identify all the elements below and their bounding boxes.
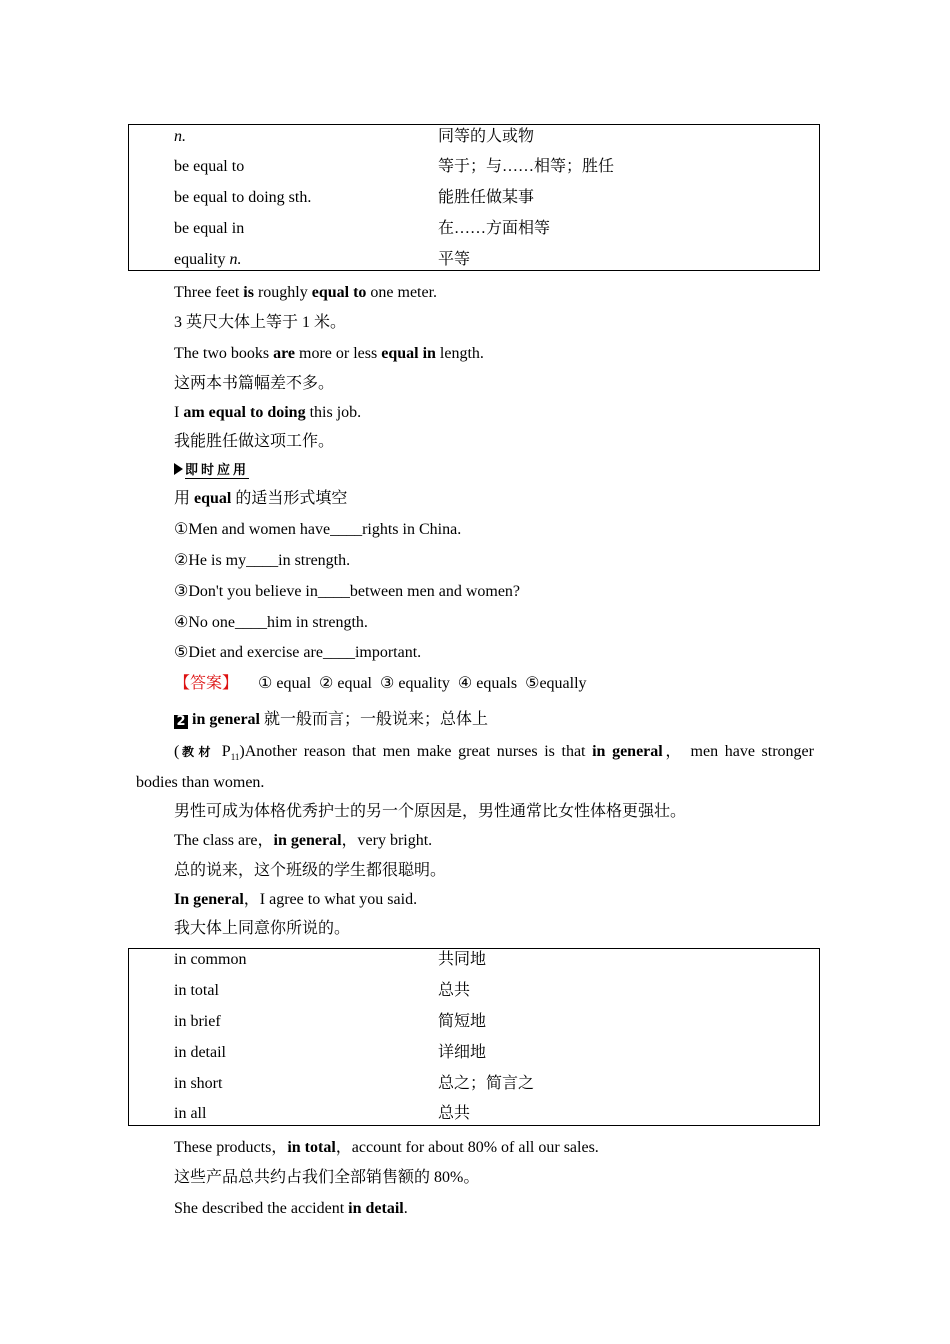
blank[interactable]: ____	[317, 583, 350, 600]
example-sentence: The class are，in general，very bright.	[174, 832, 433, 849]
table-row: in short 总之；简言之	[174, 1075, 535, 1092]
blank[interactable]: ____	[246, 552, 279, 569]
answer-label: 【答案】	[174, 675, 239, 692]
phrase-table-in	[128, 948, 820, 1126]
source-sentence: (教材 $P_{11})Another$ reason that men make great nurses is that in general， men have stronger	[174, 743, 814, 763]
blank[interactable]: ____	[235, 614, 267, 631]
blank[interactable]: ____	[322, 644, 355, 661]
table-row: in total 总共	[174, 982, 471, 999]
source-translation: 男性可成为体格优秀护士的另一个原因是，男性通常比女性体格更强壮。	[174, 803, 687, 820]
table-row: in detail 详细地	[174, 1044, 487, 1061]
example-sentence: These products，in total，account for about 80% of all our sales.	[174, 1139, 599, 1156]
blank[interactable]: ____	[330, 521, 363, 538]
example-translation: 这些产品总共约占我们全部销售额的 80%。	[174, 1169, 480, 1186]
answer-line	[174, 674, 587, 694]
question-item: ⑤Diet and exercise are____important.	[174, 644, 422, 661]
table-row: be equal to 等于；与……相等；胜任	[174, 158, 615, 175]
answer-text: ① equal ② equal ③ equality ④ equals ⑤equally	[258, 675, 587, 692]
question-item: ③Don't you believe in____between men and women?	[174, 583, 521, 600]
task-instruction: 用 equal 的适当形式填空	[174, 490, 348, 507]
example-sentence: She described the accident in detail.	[174, 1200, 408, 1217]
table-row: n. 同等的人或物	[174, 128, 535, 145]
practice-heading: 即时应用	[174, 460, 249, 481]
point-heading: 2 in general 就一般而言；一般说来；总体上	[174, 710, 488, 730]
example-sentence: I am equal to doing this job.	[174, 404, 362, 421]
example-translation: 我能胜任做这项工作。	[174, 433, 335, 450]
number-badge: 2	[174, 715, 188, 729]
example-sentence: In general，I agree to what you said.	[174, 891, 418, 908]
example-sentence: The two books are more or less equal in length.	[174, 345, 484, 362]
example-sentence: Three feet is roughly equal to one meter.	[174, 284, 438, 301]
phrase-table-equal	[128, 124, 820, 271]
play-triangle-icon	[174, 463, 183, 475]
example-translation: 总的说来，这个班级的学生都很聪明。	[174, 862, 447, 879]
question-item: ④No one____him in strength.	[174, 614, 368, 631]
question-item: ①Men and women have____rights in China.	[174, 521, 462, 538]
table-row: be equal in 在……方面相等	[174, 220, 551, 237]
source-sentence-continued: bodies than women.	[136, 774, 265, 791]
example-translation: 这两本书篇幅差不多。	[174, 375, 335, 392]
table-row: be equal to doing sth. 能胜任做某事	[174, 189, 535, 206]
table-row: equality n. 平等	[174, 251, 471, 268]
example-translation: 我大体上同意你所说的。	[174, 920, 351, 937]
question-item: ②He is my____in strength.	[174, 552, 351, 569]
table-row: in brief 简短地	[174, 1013, 487, 1030]
example-translation: 3 英尺大体上等于 1 米。	[174, 314, 347, 331]
textbook-label: 教材	[179, 745, 216, 759]
table-row: in all 总共	[174, 1105, 471, 1122]
table-row: in common 共同地	[174, 951, 487, 968]
